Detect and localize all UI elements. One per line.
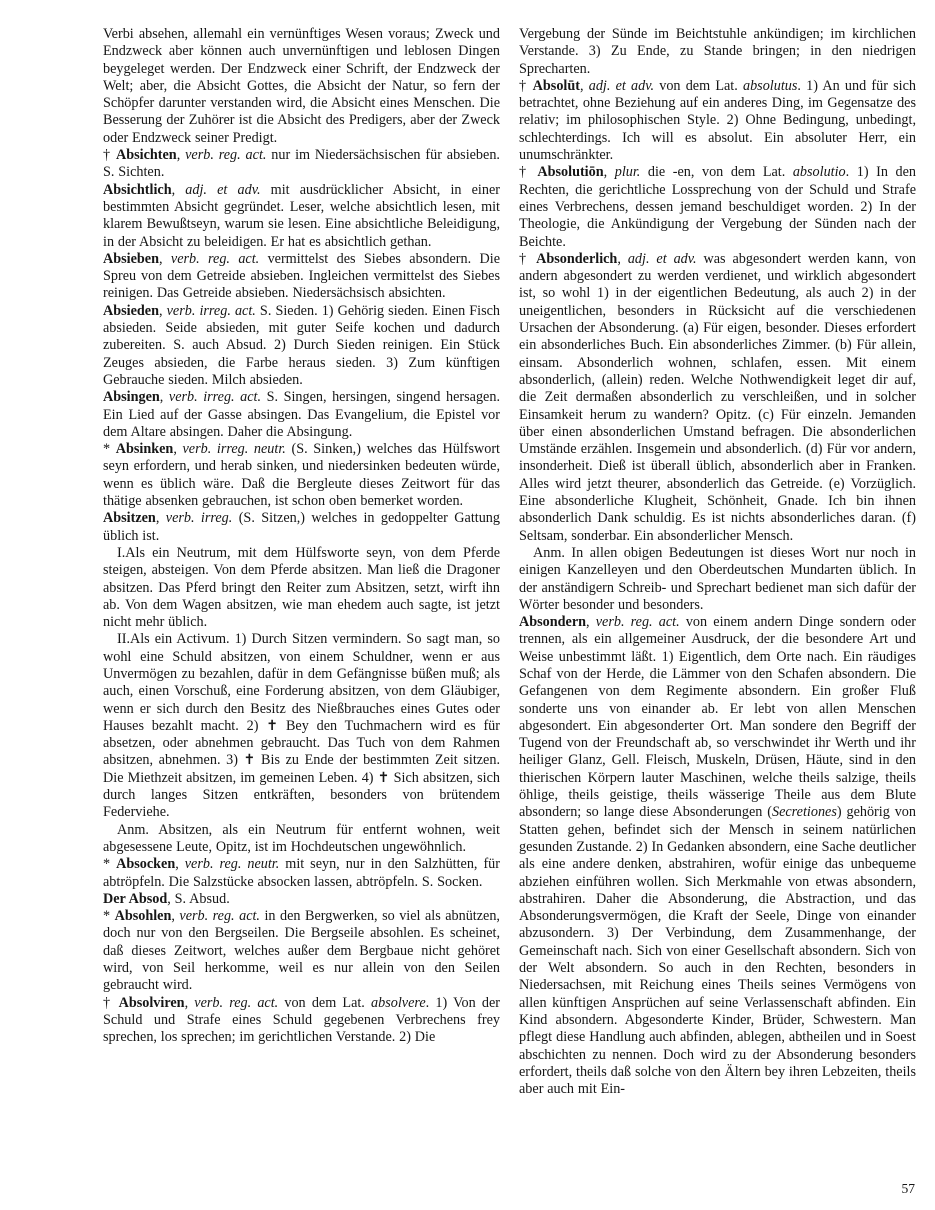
text-run: * — [103, 908, 115, 925]
continuation-paragraph — [519, 26, 916, 78]
grammar-abbr: verb. reg. act. — [170, 250, 260, 267]
entry-headword: Absohlen — [114, 908, 172, 925]
text-run: , — [171, 181, 186, 198]
annotation-paragraph — [519, 545, 916, 614]
text-run: Verbi absehen, allemahl ein vernünftiges Wesen voraus; Zweck und Endzweck aber können auch unvernünftigen und leblosen Dingen beygeleget werden. Der Endzweck einer Schrift, der Endzweck der Welt; aber, die Absicht Gottes, die Absicht der Natur, so fern der Schöpfer darunter verstanden wird, die Absicht eines Menschen. Die Besserung der Zuhörer ist die Absicht des Predigers, aber der Zweck oder Endzweck seiner Predigt. — [103, 26, 500, 146]
text-run: Vergebung der Sünde im Beichtstuhle ankündigen; im kirchlichen Verstande. 3) Zu Ende, zu Stande bringen; in den niedrigen Sprecharten. — [519, 26, 916, 77]
text-run: , — [176, 147, 186, 164]
entry-paragraph — [519, 164, 916, 250]
entry-headword: Absingen — [103, 389, 160, 406]
entry-headword: Absichtlich — [103, 181, 172, 198]
text-run: † — [103, 994, 119, 1011]
grammar-abbr: verb. reg. neutr. — [184, 856, 280, 873]
grammar-abbr: plur. — [614, 164, 641, 181]
grammar-abbr: adj. et adv. — [588, 77, 655, 94]
grammar-abbr: verb. irreg. act. — [168, 389, 262, 406]
text-run: . 1) In den Rechten, die gerichtliche Lossprechung von der Schuld und Strafe eines Verbrechens, dessen jemand beschuldiget worden. 2) In der Theologie, die Ankündigung der Vergebung der Sünden nach der Beichte. — [519, 164, 916, 250]
entry-paragraph — [103, 995, 500, 1047]
text-run: . 1) An und für sich betrachtet, ohne Beziehung auf ein anderes Ding, im Gegensatze des relativ; im philosophischen Style. 2) Ohne Bedingung, unbedingt, schlechterdings. Ich will es absolut. Ein absoluter Herr, ein unumschränkter. — [519, 77, 916, 164]
grammar-abbr: verb. reg. act. — [185, 147, 267, 164]
text-run: was abgesondert werden kann, von andern abgesondert zu werden verdienet, und wirklich abgesondert ist, so wohl 1) in der eigentlichen Bedeutung, als auch 2) in der uneigentlichen, besonders in Rücksicht auf die verschiedenen Ursachen der Absonderung. (a) Für eigen, besonder. Dieses erfordert ein absonderliches Buch. Ein absonderliches Zimmer. (b) Für allein, einsam. Absonderlich wohnen, schlafen, essen. Mit einem absonderlich, (allein) reden. Welche Nothwendigkeit leget dir auf, die Zeit dermaßen absonderlich zu verschleißen, und in solcher Einsamkeit herum zu wandern? Opitz. (c) Für einzeln. Jemanden über einen absonderlichen Umstand befragen. Die absonderlichen Umstände erzählen. Insgemein und absonderlich. (d) Für vor andern, insonderheit. Dieß ist überall üblich, absonderlich aber in Franken. Alles wird jetzt theurer, absonderlich das Getreide. (e) Vorzüglich. Eine absonderliche Klugheit, Schönheit, Gnade. Ich bin ihnen absonderlich Dank schuldig. Es ist nichts absonderliches daran. (f) Seltsam, sonderbar. Ein absonderlicher Mensch. — [519, 250, 916, 544]
text-run: † — [519, 164, 538, 181]
text-run: , — [184, 994, 195, 1011]
text-run: mit ausdrücklicher Absicht, in einer bestimmten Absicht gegründet. Leser, welche absichtlich lesen, mit klarem Bewußtseyn, warum sie lesen. Eine absichtliche Beleidigung, in der Absicht zu beleidigen. Er hat es absichtlich gethan. — [103, 181, 500, 250]
sense-paragraph — [103, 631, 500, 821]
text-run: , — [617, 250, 628, 267]
entry-paragraph — [103, 147, 500, 182]
text-run: , — [155, 510, 166, 527]
grammar-abbr: verb. reg. act. — [595, 614, 680, 631]
entry-paragraph — [103, 441, 500, 510]
entry-headword: Absondern — [519, 614, 587, 631]
entry-headword: Absonderlich — [536, 250, 618, 267]
text-run: † — [103, 147, 116, 164]
text-run: Anm. Absitzen, als ein Neutrum für entfernt wohnen, weit abgesessene Leute, Opitz, ist im Hochdeutschen ungewöhnlich. — [103, 821, 500, 855]
entry-headword: Absocken — [116, 856, 176, 873]
grammar-abbr: absolvere — [371, 994, 426, 1011]
text-run: (S. Sinken,) welches das Hülfswort seyn erfordern, und herab sinken, und niedersinken bedeuten würde, wenn es üblich wäre. Daß die Bergleute dieses Zeitwort für das thätige absenken gebrauchen, ist schon oben bemerket worden. — [103, 441, 500, 510]
grammar-abbr: verb. irreg. — [165, 510, 233, 527]
text-run: von dem Lat. — [654, 77, 743, 94]
entry-paragraph — [519, 614, 916, 1098]
text-run: , — [171, 908, 180, 925]
text-run: (S. Sitzen,) welches in gedoppelter Gattung üblich ist. — [103, 510, 500, 544]
text-run: , S. Absud. — [167, 890, 230, 907]
text-run: mit seyn, nur in den Salzhütten, für abtröpfeln. Die Salzstücke absocken lassen, abtröpfeln. S. Socken. — [103, 856, 500, 890]
text-run: * — [103, 441, 116, 458]
text-run: in den Bergwerken, so viel als abnützen, doch nur von den Bergseilen. Die Bergseile absohlen. Es scheinet, daß dieses Zeitwort, welches außer dem Bergbaue nicht gehöret wird, von Seil herkomme, weil es nur allein von den Seilen gebraucht wird. — [103, 908, 500, 994]
sense-paragraph — [103, 545, 500, 631]
entry-headword: Absieden — [103, 302, 159, 319]
entry-headword: Absitzen — [103, 510, 156, 527]
grammar-abbr: verb. irreg. neutr. — [182, 441, 286, 458]
entry-paragraph — [103, 303, 500, 389]
entry-headword: Absichten — [116, 147, 177, 164]
text-run: von dem Lat. — [278, 994, 372, 1011]
left-column — [103, 26, 500, 1174]
entry-headword: Absolviren — [118, 994, 185, 1011]
page-number: 57 — [901, 1181, 915, 1196]
entry-headword: Absinken — [115, 441, 174, 458]
continuation-paragraph — [103, 26, 500, 147]
grammar-abbr: verb. reg. act. — [179, 908, 260, 925]
text-run: II.Als ein Activum. 1) Durch Sitzen vermindern. So sagt man, so wohl eine Schuld absitzen, von einem Schuldner, wenn er aus Unvermögen zu bezahlen, dafür in dem Gefängnisse büßen muß; als auch, einen Vorschuß, eine Forderung absitzen, von dem Gläubiger, wenn er sich durch den Besitz des Nießbrauches eines Gutes oder Hauses bezahlt macht. 2) ✝ Bey den Tuchmachern wird es für absetzen, oder abnehmen gebraucht. Das Tuch von dem Rahmen absitzen, abnehmen. 3) ✝ Bis zu Ende der bestimmten Zeit sitzen. Die Miethzeit absitzen, im gemeinen Leben. 4) ✝ Sich absitzen, sich durch langes Sitzen entkräften, besonders von brütendem Federviehe. — [103, 631, 500, 821]
text-run: die -en, von dem Lat. — [640, 164, 793, 181]
entry-paragraph — [103, 510, 500, 545]
entry-paragraph — [103, 908, 500, 994]
entry-headword: Der Absod — [103, 890, 168, 907]
annotation-paragraph — [103, 822, 500, 857]
entry-paragraph — [103, 389, 500, 441]
text-run: , — [158, 250, 171, 267]
entry-headword: Absolutiōn — [537, 164, 604, 181]
text-run: von einem andern Dinge sondern oder trennen, als ein allgemeiner Ausdruck, der die besondere Art und Weise unbestimmt läßt. 1) Eigentlich, dem Orte nach. Ein räudiges Schaf von der Herde, die Lämmer von den Schafen absondern. Die Gefangenen von dem Regimente absondern. Ein großer Fluß sonderte uns von einander ab. Er lebt von allen Menschen abgesondert. Ein abgesonderter Ort. Man sondere den Begriff der Tugend von der Freundschaft ab, so verschwindet ihr Werth und ihr heiliger Glanz, Gell. Fleisch, Muskeln, Drüsen, Häute, sind in den thierischen Körpern lauter Maschinen, welche theils salzige, theils öhlige, theils geistige, theils wässerige Theile aus dem Blute absondern; so lange diese Absonderungen ( — [519, 614, 916, 821]
grammar-abbr: adj. et adv. — [627, 250, 697, 267]
entry-paragraph — [103, 856, 500, 891]
text-columns — [103, 26, 916, 1174]
text-run: * — [103, 856, 117, 873]
entry-paragraph — [519, 78, 916, 164]
right-column — [519, 26, 916, 1174]
text-run: , — [586, 614, 596, 631]
entry-headword: Absieben — [103, 250, 159, 267]
text-run: . 1) Von der Schuld und Strafe eines Schuld gegebenen Verbrechens frey sprechen, los sprechen; im gerichtlichen Verstande. 2) Die — [103, 994, 500, 1046]
text-run: ) gehörig von Statten gehen, befindet sich der Mensch in seinem natürlichen gesunden Zustande. 2) In Gedanken absondern, eine Sache deutlicher als eine andere denken, abstrahiren, wofür einige das unbequeme abziehen einführen wollen. Sich Merkmahle von etwas absondern, abstrahiren. Daher die Absonderung, die Abstraction, und das Absonderungsvermögen, die Kraft der Seele, Dinge von einander abzusondern. 3) Der Verbindung, dem Zusammenhange, der Gemeinschaft nach. Sich von einer Gesellschaft absondern. Sich von der Welt absondern. So auch in den Rechten, besonders in Niedersachsen, mit Reichung eines Theils seines Vermögens von allen künftigen Ansprüchen auf seine Verlassenschaft abfinden. Ein Kind absondern. Abgesonderte Kinder, Brüder, Schwestern. Man pflegt diese Handlung auch abfinden, ablegen, abtheilen und in Soest abschichten zu nennen. Doch wird zu der Absonderung besonders erfordert, theils daß solche von den Ältern bey ihren Lebzeiten, theils aber auch mit Ein- — [519, 804, 916, 1098]
text-run: nur im Niedersächsischen für absieben. S. Sichten. — [103, 147, 500, 181]
text-run: , — [603, 164, 615, 181]
grammar-abbr: adj. et adv. — [185, 181, 261, 198]
text-run: S. Sieden. 1) Gehörig sieden. Einen Fisch absieden. Seide absieden, mit guter Seife kochen und dadurch zubereiten. S. auch Absud. 2) Durch Sieden reinigen. Ein Stück Zeuges absieden, die Farbe heraus sieden. 3) Zum künftigen Gebrauche sieden. Milch absieden. — [103, 302, 500, 388]
text-run: S. Singen, hersingen, singend hersagen. Ein Lied auf der Gasse absingen. Das Evangelium, die Epistel vor dem Altare absingen. Daher die Absingung. — [103, 389, 500, 440]
entry-headword: Absolūt — [532, 77, 580, 94]
entry-paragraph — [103, 891, 500, 908]
text-run: vermittelst des Siebes absondern. Die Spreu von dem Getreide absieben. Ingleichen vermittelst des Siebes reinigen. Das Getreide absieben. Niedersächsisch absichten. — [103, 250, 500, 302]
entry-paragraph — [519, 251, 916, 545]
text-run: I.Als ein Neutrum, mit dem Hülfsworte seyn, von dem Pferde steigen, absteigen. Von dem Pferde absitzen. Man ließ die Dragoner absitzen. Das Pferd bringt den Reiter zum Absitzen, setzt, wirft ihn ab. Von dem Wagen absitzen, wie man ehedem auch sagte, ist jetzt nicht mehr üblich. — [103, 544, 500, 631]
text-run: Anm. In allen obigen Bedeutungen ist dieses Wort nur noch in einigen Kanzelleyen und den Oberdeutschen Mundarten üblich. In der anständigern Schreib- und Sprechart bedienet man sich dafür der Wörter besonder und besonders. — [519, 544, 916, 613]
entry-paragraph — [103, 251, 500, 303]
grammar-abbr: verb. reg. act. — [194, 994, 279, 1011]
text-run: † — [519, 250, 537, 267]
text-run: , — [159, 389, 169, 406]
entry-paragraph — [103, 182, 500, 251]
grammar-abbr: absolutus — [742, 77, 798, 94]
text-run: , — [175, 856, 185, 873]
text-run: , — [158, 302, 167, 319]
grammar-abbr: verb. irreg. act. — [166, 302, 256, 319]
grammar-abbr: Secretiones — [771, 804, 837, 821]
text-run: , — [173, 441, 183, 458]
text-run: † — [519, 77, 533, 94]
grammar-abbr: absolutio — [792, 164, 846, 181]
text-run: , — [579, 77, 589, 94]
